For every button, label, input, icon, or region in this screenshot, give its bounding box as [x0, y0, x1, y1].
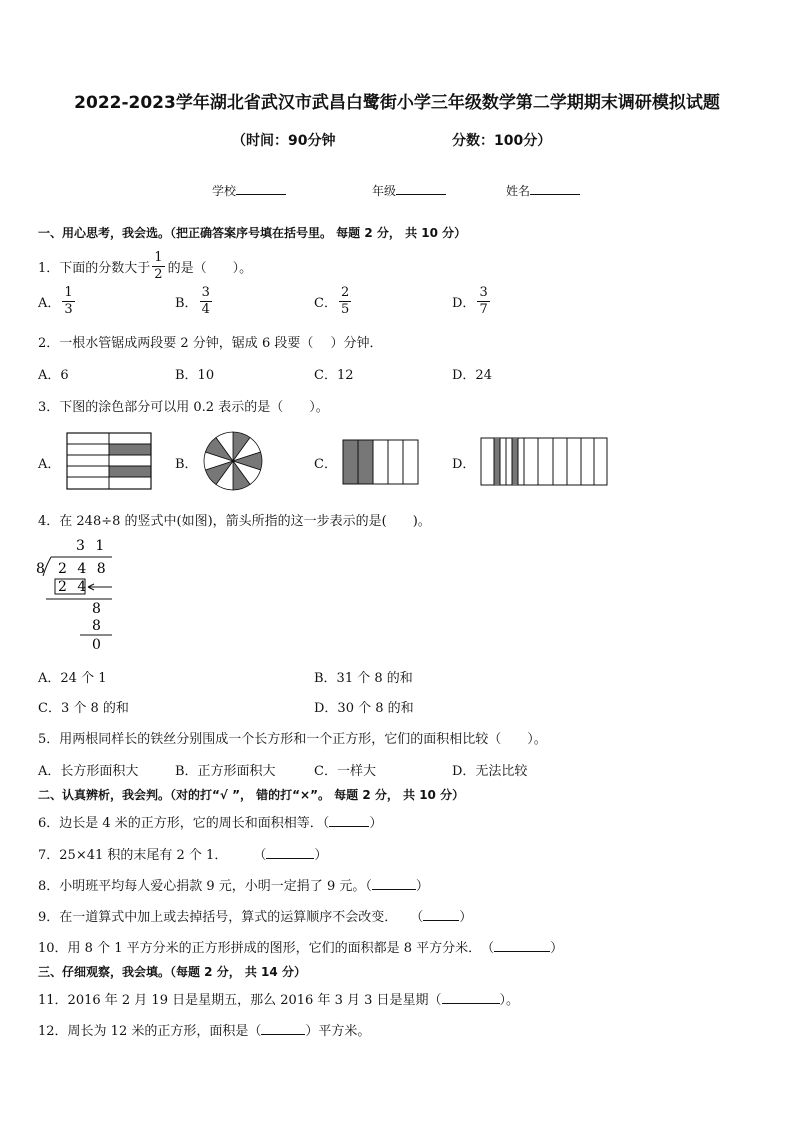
division-dividend: 2 4 8 [58, 561, 109, 577]
question-5: 5．用两根同样长的铁丝分别围成一个长方形和一个正方形，它们的面积相比较（ ）。 [38, 732, 547, 747]
answer-blank[interactable] [494, 939, 550, 952]
q4-option-d: D．30 个 8 的和 [314, 701, 414, 716]
q5-option-b: B．正方形面积大 [175, 764, 276, 779]
q5-option-d: D．无法比较 [452, 764, 528, 779]
q3-label-d: D． [452, 457, 476, 472]
division-quotient: 3 1 [76, 538, 108, 554]
section-heading-2: 二、认真辨析，我会判。（对的打“√ ”， 错的打“×”。 每题 2 分， 共 10 分） [38, 788, 465, 802]
answer-blank[interactable] [261, 1022, 305, 1035]
q1-option-a: A． $\frac{1}{3}$ [38, 285, 73, 317]
question-12: 12．周长为 12 米的正方形，面积是（ ）平方米。 [38, 1024, 371, 1039]
q1-option-c: C． $\frac{2}{5}$ [314, 285, 350, 317]
division-divisor: 8 [36, 561, 45, 577]
answer-blank[interactable] [266, 846, 314, 859]
question-1: 1．下面的分数大于 $\frac{1}{2}$ 的是（ ）。 [38, 250, 253, 282]
section-heading-3: 三、仔细观察，我会填。（每题 2 分， 共 14 分） [38, 965, 306, 979]
q2-option-d: D．24 [452, 368, 492, 383]
section-heading-1: 一、用心思考，我会选。（把正确答案序号填在括号里。 每题 2 分， 共 10 分） [38, 226, 467, 240]
q3-label-b: B． [175, 457, 198, 472]
question-8: 8．小明班平均每人爱心捐款 9 元，小明一定捐了 9 元。（ ） [38, 879, 429, 894]
question-4: 4．在 248÷8 的竖式中(如图)，箭头所指的这一步表示的是( )。 [38, 514, 431, 529]
long-division-figure [34, 536, 124, 654]
division-step3: 8 [92, 618, 101, 634]
answer-blank[interactable] [442, 991, 500, 1004]
division-step1: 2 4 [58, 579, 90, 595]
q1-option-b: B． $\frac{3}{4}$ [175, 285, 210, 317]
division-step2: 8 [92, 601, 101, 617]
question-10: 10．用 8 个 1 平方分米的正方形拼成的图形，它们的面积都是 8 平方分米． （ ） [38, 941, 564, 956]
exam-score: 分数：100分） [452, 133, 552, 149]
q5-option-a: A．长方形面积大 [38, 764, 139, 779]
question-2: 2．一根水管锯成两段要 2 分钟，锯成 6 段要（ ）分钟． [38, 336, 383, 351]
answer-blank[interactable] [372, 877, 416, 890]
q2-option-c: C．12 [314, 368, 354, 383]
page-title: 2022-2023学年湖北省武汉市武昌白鹭街小学三年级数学第二学期期末调研模拟试题 [74, 93, 720, 113]
answer-blank[interactable] [329, 814, 369, 827]
question-3: 3．下图的涂色部分可以用 0.2 表示的是（ ）。 [38, 400, 329, 415]
q3-figure-d [480, 437, 608, 486]
name-field: 姓名 [506, 182, 580, 199]
q2-option-b: B．10 [175, 368, 215, 383]
q4-option-b: B．31 个 8 的和 [314, 671, 413, 686]
question-6: 6．边长是 4 米的正方形，它的周长和面积相等．（ ） [38, 816, 383, 831]
q5-option-c: C．一样大 [314, 764, 376, 779]
exam-time: （时间：90分钟 [232, 133, 336, 149]
q4-option-a: A．24 个 1 [38, 671, 107, 686]
q3-figure-c [342, 439, 420, 485]
answer-blank[interactable] [423, 908, 459, 921]
division-remainder: 0 [92, 637, 101, 653]
q3-label-a: A． [38, 457, 61, 472]
q3-figure-b [202, 430, 264, 492]
q4-option-c: C．3 个 8 的和 [38, 701, 129, 716]
school-field: 学校 [212, 182, 286, 199]
grade-field: 年级 [372, 182, 446, 199]
q3-label-c: C． [314, 457, 337, 472]
question-11: 11．2016 年 2 月 19 日是星期五，那么 2016 年 3 月 3 日是星期（ ）。 [38, 993, 520, 1008]
q1-option-d: D． $\frac{3}{7}$ [452, 285, 488, 317]
question-9: 9．在一道算式中加上或去掉括号，算式的运算顺序不会改变． （ ） [38, 910, 473, 925]
fraction: $\frac{1}{2}$ [154, 250, 163, 282]
q2-option-a: A．6 [38, 368, 69, 383]
q3-figure-a [66, 432, 152, 490]
question-7: 7．25×41 积的末尾有 2 个 1． （ ） [38, 848, 328, 863]
